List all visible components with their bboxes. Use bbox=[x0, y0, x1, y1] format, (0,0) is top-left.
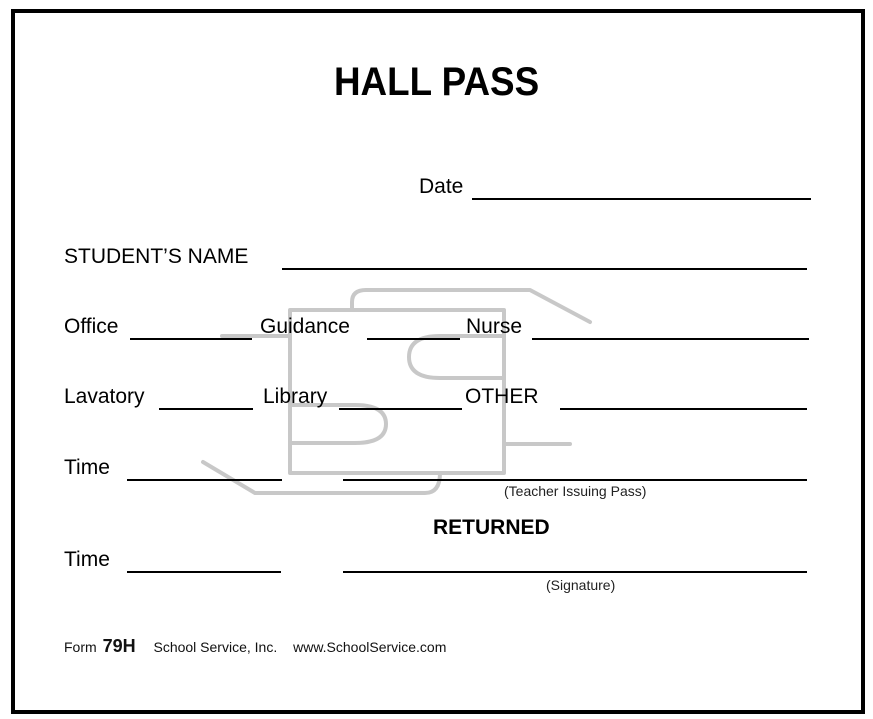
date-field[interactable] bbox=[472, 198, 811, 200]
date-label: Date bbox=[419, 175, 464, 198]
student-name-label: STUDENT’S NAME bbox=[64, 245, 249, 268]
teacher-issuing-field[interactable] bbox=[343, 479, 807, 481]
office-field[interactable] bbox=[130, 338, 252, 340]
time-returned-label: Time bbox=[64, 548, 110, 571]
library-label: Library bbox=[263, 385, 328, 408]
signature-field[interactable] bbox=[343, 571, 807, 573]
other-label: OTHER bbox=[465, 385, 539, 408]
lavatory-label: Lavatory bbox=[64, 385, 145, 408]
lavatory-field[interactable] bbox=[159, 408, 253, 410]
office-label: Office bbox=[64, 315, 119, 338]
form-number: 79H bbox=[102, 636, 136, 656]
library-field[interactable] bbox=[339, 408, 462, 410]
nurse-label: Nurse bbox=[466, 315, 523, 338]
form-footer bbox=[64, 636, 446, 657]
other-field[interactable] bbox=[560, 408, 807, 410]
signature-caption: (Signature) bbox=[546, 577, 616, 593]
hall-pass-border bbox=[11, 9, 865, 714]
company-website: www.SchoolService.com bbox=[293, 639, 447, 655]
guidance-field[interactable] bbox=[367, 338, 460, 340]
company-name: School Service, Inc. bbox=[153, 639, 278, 655]
time-returned-field[interactable] bbox=[127, 571, 281, 573]
nurse-field[interactable] bbox=[532, 338, 809, 340]
form-prefix: Form bbox=[64, 639, 97, 655]
time-out-label: Time bbox=[64, 456, 110, 479]
guidance-label: Guidance bbox=[260, 315, 350, 338]
teacher-issuing-caption: (Teacher Issuing Pass) bbox=[504, 483, 647, 499]
student-name-field[interactable] bbox=[282, 268, 807, 270]
returned-heading: RETURNED bbox=[433, 516, 550, 539]
time-out-field[interactable] bbox=[127, 479, 282, 481]
page-title: HALL PASS bbox=[333, 60, 540, 104]
